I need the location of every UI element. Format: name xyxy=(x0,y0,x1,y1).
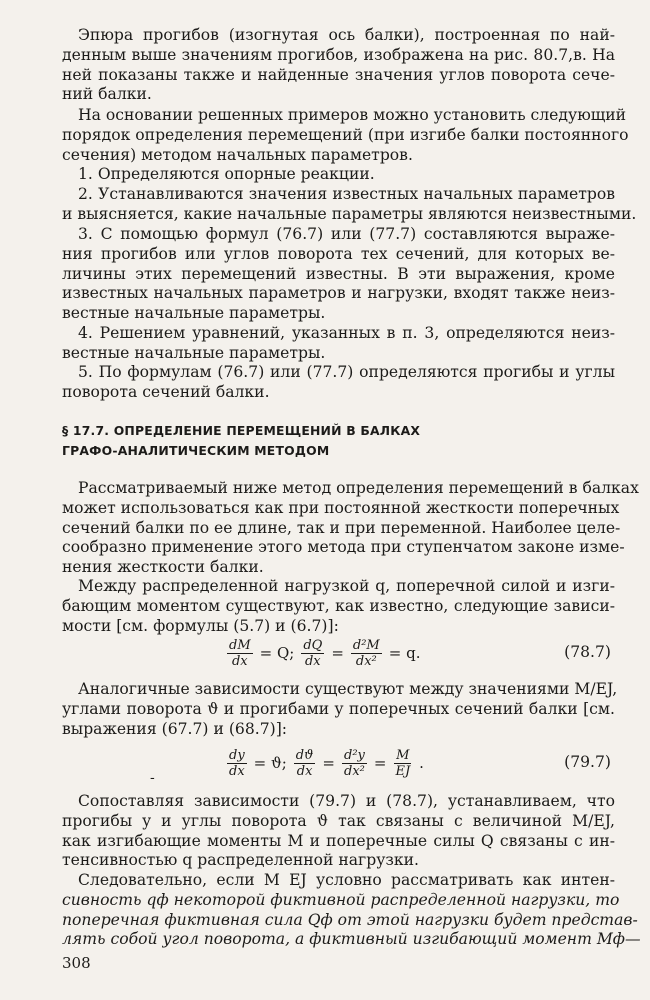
fraction-numerator: dy xyxy=(229,747,245,763)
formula-79-7 xyxy=(62,740,615,786)
text-line: может использоваться как при постоянной жесткости поперечных xyxy=(62,498,620,517)
text-line: лять собой угол поворота, а фиктивный изгибающий момент Mф— xyxy=(62,930,641,949)
text-line: Эпюра прогибов (изогнутая ось балки), построенная по най- xyxy=(78,26,615,44)
text-line: тенсивностью q распределенной нагрузки. xyxy=(62,851,419,870)
section-heading xyxy=(62,421,622,461)
text-line: как изгибающие моменты M и поперечные силы Q связаны с ин- xyxy=(62,831,615,850)
section-heading-line: ГРАФО-АНАЛИТИЧЕСКИМ МЕТОДОМ xyxy=(62,443,330,458)
text-line: выражения (67.7) и (68.7)]: xyxy=(62,719,288,738)
formula-term: = Q; xyxy=(259,644,295,662)
text-line: 5. По формулам (76.7) или (77.7) определяются прогибы и углы xyxy=(78,363,615,381)
formula-expression xyxy=(224,740,428,786)
text-line: 4. Решением уравнений, указанных в п. 3, определяются неиз- xyxy=(78,324,615,342)
text-line: и выясняется, какие начальные параметры являются неизвестными. xyxy=(62,204,637,223)
text-line: сечений балки по ее длине, так и при переменной. Наиболее целе- xyxy=(62,518,621,537)
text-line: вестные начальные параметры. xyxy=(62,304,326,323)
list-item-4 xyxy=(62,324,615,364)
paragraph-comparison xyxy=(62,792,615,871)
fraction xyxy=(351,638,382,669)
text-line: Рассматриваемый ниже метод определения перемещений в балках xyxy=(78,479,639,497)
list-item-1 xyxy=(62,165,615,185)
text-line: 1. Определяются опорные реакции. xyxy=(78,165,375,183)
text-line: личины этих перемещений известны. В эти выражения, кроме xyxy=(62,264,615,283)
text-line: сивность qф некоторой фиктивной распределенной нагрузки, то xyxy=(62,890,620,909)
fraction xyxy=(393,748,412,779)
paragraph-procedure-intro xyxy=(62,106,629,165)
equation-number: (78.7) xyxy=(564,643,611,661)
text-line: На основании решенных примеров можно установить следующий xyxy=(78,106,627,124)
text-line: прогибы y и углы поворота ϑ так связаны с величиной M/EJ, xyxy=(62,811,615,830)
text-line: поперечная фиктивная сила Qф от этой нагрузки будет представ- xyxy=(62,910,638,929)
text-line: Сопоставляя зависимости (79.7) и (78.7), устанавливаем, что xyxy=(78,792,615,810)
fraction xyxy=(227,748,247,779)
fraction xyxy=(227,638,253,669)
list-item-3 xyxy=(62,225,615,324)
fraction-denominator: dx xyxy=(296,763,313,779)
fraction-numerator: dM xyxy=(229,637,251,653)
text-line: Следовательно, если M EJ условно рассматривать как интен- xyxy=(78,871,615,889)
formula-term: = xyxy=(322,754,335,772)
list-item-2 xyxy=(62,185,637,225)
paragraph-deflection-diagram xyxy=(62,26,615,105)
formula-expression xyxy=(224,630,424,676)
fraction-numerator: d²M xyxy=(352,637,380,653)
text-line: поворота сечений балки. xyxy=(62,382,270,401)
text-line: сечения) методом начальных параметров. xyxy=(62,145,413,164)
fraction-numerator: dQ xyxy=(303,637,323,653)
formula-78-7 xyxy=(62,630,615,676)
fraction-denominator: dx² xyxy=(355,653,377,669)
text-line: порядок определения перемещений (при изгибе балки постоянного xyxy=(62,125,629,144)
fraction-denominator: dx xyxy=(229,763,245,779)
text-line: 3. С помощью формул (76.7) или (77.7) составляются выраже- xyxy=(78,225,615,243)
stray-mark: - xyxy=(150,770,155,786)
fraction-numerator: dϑ xyxy=(295,747,314,763)
paragraph-conclusion xyxy=(62,871,641,950)
section-heading-line: § 17.7. ОПРЕДЕЛЕНИЕ ПЕРЕМЕЩЕНИЙ В БАЛКАХ xyxy=(62,423,421,438)
text-line: углами поворота ϑ и прогибами y поперечных сечений балки [см. xyxy=(62,699,615,718)
formula-term: = ϑ; xyxy=(253,754,287,772)
list-item-5 xyxy=(62,363,615,403)
fraction-numerator: d²y xyxy=(344,747,365,763)
formula-term: = xyxy=(373,754,387,772)
formula-term: = xyxy=(331,644,344,662)
text-line: ния прогибов или углов поворота тех сечений, для которых ве- xyxy=(62,244,615,263)
text-line: сообразно применение этого метода при ступенчатом законе изме- xyxy=(62,538,625,557)
text-line: бающим моментом существуют, как известно, следующие зависи- xyxy=(62,596,615,615)
text-line: нения жесткости балки. xyxy=(62,558,264,577)
formula-term: = q. xyxy=(388,644,421,662)
text-line: Аналогичные зависимости существуют между значениями M/EJ, xyxy=(78,680,618,698)
text-line: мости [см. формулы (5.7) и (6.7)]: xyxy=(62,616,339,635)
fraction xyxy=(294,748,316,779)
text-line: ней показаны также и найденные значения углов поворота сече- xyxy=(62,65,615,84)
text-line: известных начальных параметров и нагрузки, входят также неиз- xyxy=(62,284,615,303)
text-line: ний балки. xyxy=(62,85,152,104)
fraction xyxy=(342,748,367,779)
text-line: вестные начальные параметры. xyxy=(62,343,326,362)
paragraph-analogous-relations xyxy=(62,680,618,739)
text-line: денным выше значениям прогибов, изображена на рис. 80.7,в. На xyxy=(62,45,615,64)
text-line: Между распределенной нагрузкой q, поперечной силой и изги- xyxy=(78,577,615,595)
fraction xyxy=(301,638,324,669)
page-number: 308 xyxy=(62,954,91,972)
fraction-numerator: M xyxy=(396,747,410,763)
paragraph-method-description xyxy=(62,479,639,578)
formula-term: . xyxy=(419,754,424,772)
fraction-denominator: EJ xyxy=(395,763,411,779)
equation-number: (79.7) xyxy=(564,753,611,771)
fraction-denominator: dx² xyxy=(344,763,365,779)
fraction-denominator: dx xyxy=(304,653,321,669)
paragraph-load-relations xyxy=(62,577,615,636)
fraction-denominator: dx xyxy=(231,653,248,669)
text-line: 2. Устанавливаются значения известных начальных параметров xyxy=(78,185,615,203)
